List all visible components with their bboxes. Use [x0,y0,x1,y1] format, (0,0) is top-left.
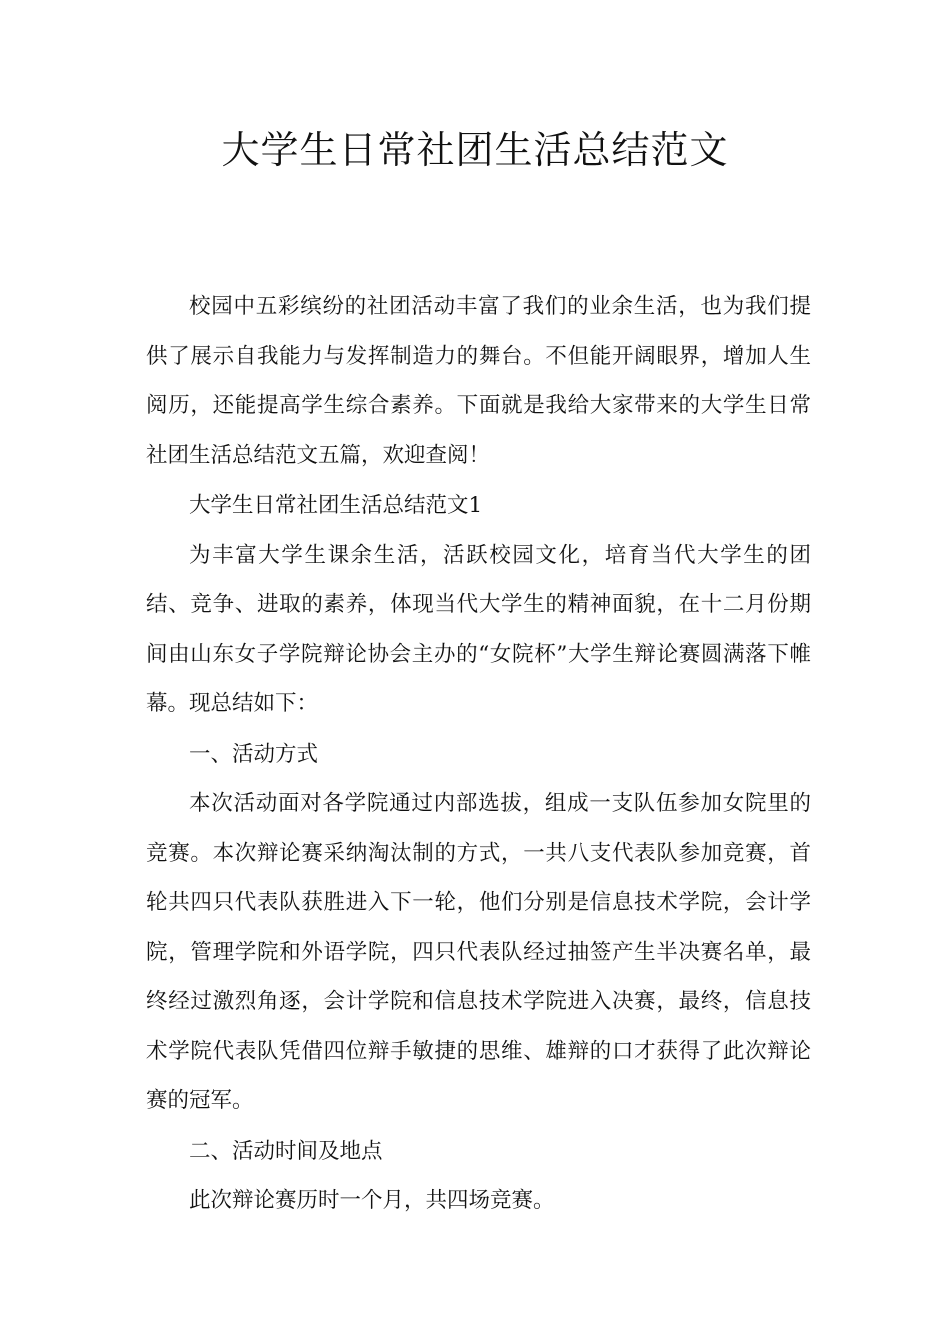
paragraph-time-location: 此次辩论赛历时一个月，共四场竞赛。 [189,1188,555,1213]
document-title: 大学生日常社团生活总结范文 [221,128,729,172]
heading-time-location: 二、活动时间及地点 [189,1138,383,1164]
document-body [146,282,811,1226]
intro-paragraph: 校园中五彩缤纷的社团活动丰富了我们的业余生活，也为我们提供了展示自我能力与发挥制造力的舞台。不但能开阔眼界，增加人生阅历，还能提高学生综合素养。下面就是我给大家带来的大学生日常社团生活总结范文五篇，欢迎查阅！ [146,294,811,468]
section-title-1: 大学生日常社团生活总结范文1 [189,493,483,518]
heading-activity-format: 一、活动方式 [189,741,319,767]
paragraph-background: 为丰富大学生课余生活，活跃校园文化，培育当代大学生的团结、竞争、进取的素养，体现当代大学生的精神面貌，在十二月份期间由山东女子学院辩论协会主办的“女院杯”大学生辩论赛圆满落下帷幕。现总结如下： [146,542,811,716]
paragraph-activity-format: 本次活动面对各学院通过内部选拔，组成一支队伍参加女院里的竞赛。本次辩论赛采纳淘汰制的方式，一共八支代表队参加竞赛，首轮共四只代表队获胜进入下一轮，他们分别是信息技术学院，会计学院，管理学院和外语学院，四只代表队经过抽签产生半决赛名单，最终经过激烈角逐，会计学院和信息技术学院进入决赛，最终，信息技术学院代表队凭借四位辩手敏捷的思维、雄辩的口才获得了此次辩论赛的冠军。 [146,791,811,1113]
